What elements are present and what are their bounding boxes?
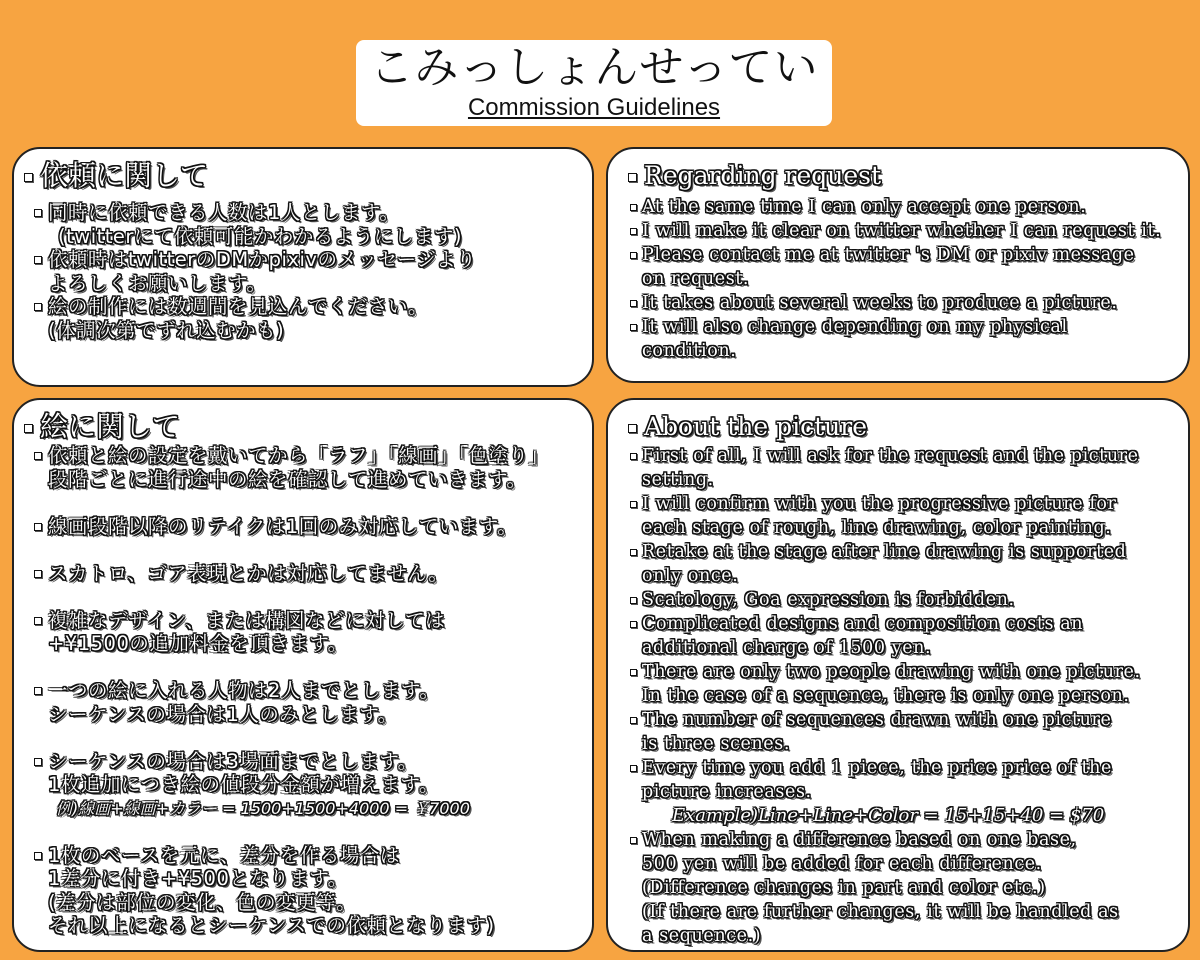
picture-list-en — [630, 444, 1180, 948]
picture-heading-jp: 絵に関して — [24, 410, 180, 444]
list-line: スカトロ、ゴア表現とかは対応してません。 — [48, 561, 449, 585]
list-item — [32, 609, 584, 656]
list-item — [630, 540, 1180, 588]
list-line: Please contact me at twitter 's DM or pixiv message — [642, 245, 1135, 265]
list-line: それ以上になるとシーケンスでの依頼となります) — [48, 914, 495, 937]
list-line: When making a difference based on one base, — [642, 830, 1077, 850]
list-line: 同時に依頼できる人数は1人とします。 — [48, 201, 400, 224]
list-line: on request. — [642, 269, 750, 289]
list-item — [630, 291, 1180, 315]
request-heading-jp: 依頼に関して — [24, 159, 208, 193]
list-line: It will also change depending on my physical — [642, 317, 1068, 337]
list-item — [32, 515, 584, 539]
list-line: 1枚のベースを元に、差分を作る場合は — [48, 843, 400, 867]
list-line: シーケンスの場合は1人のみとします。 — [48, 702, 398, 726]
request-list-jp — [32, 201, 584, 342]
list-line: Retake at the stage after line drawing is supported — [642, 542, 1127, 562]
list-item — [32, 844, 584, 938]
list-line: (twitterにて依頼可能かわかるようにします) — [58, 224, 463, 248]
list-line: Every time you add 1 piece, the price price of the — [642, 758, 1112, 778]
list-line: 複雑なデザイン、または構図などに対しては — [48, 608, 446, 632]
picture-panel-en — [606, 398, 1190, 952]
list-line: There are only two people drawing with one picture. — [642, 662, 1141, 682]
list-line: picture increases. — [642, 782, 812, 802]
list-line: In the case of a sequence, there is only one person. — [642, 686, 1130, 706]
list-line: 線画段階以降のリテイクは1回のみ対応しています。 — [48, 514, 518, 538]
list-item — [630, 660, 1180, 708]
list-line: each stage of rough, line drawing, color painting. — [642, 518, 1112, 538]
list-item — [630, 612, 1180, 660]
list-line: 依頼時はtwitterのDMかpixivのメッセージより — [48, 248, 477, 271]
list-line-example: 例)線画+線画+カラー = 1500+1500+4000 = ￥7000 — [56, 798, 470, 818]
list-line: 絵の制作には数週間を見込んでください。 — [48, 295, 429, 318]
list-line: additional charge of 1500 yen. — [642, 638, 932, 658]
list-line-example: Example)Line+Line+Color = 15+15+40 = $70 — [672, 805, 1105, 826]
list-item — [630, 756, 1180, 828]
list-item — [32, 679, 584, 726]
list-line: I will confirm with you the progressive picture for — [642, 494, 1117, 514]
list-line: (体調次第でずれ込むかも) — [48, 318, 285, 342]
list-item — [630, 315, 1180, 363]
list-line: First of all, I will ask for the request and the picture — [642, 446, 1139, 466]
request-heading-en: Regarding request — [628, 159, 881, 193]
page-title-jp: こみっしょんせってい — [369, 42, 819, 93]
list-line: The number of sequences drawn with one picture — [642, 710, 1112, 730]
list-line: 一つの絵に入れる人物は2人までとします。 — [48, 679, 440, 702]
list-line: It takes about several weeks to produce a picture. — [642, 293, 1118, 313]
title-box — [356, 40, 832, 126]
list-item — [630, 828, 1180, 948]
list-line: a sequence.) — [642, 926, 762, 946]
list-item — [32, 562, 584, 586]
list-line: setting. — [642, 470, 714, 490]
list-line: At the same time I can only accept one person. — [642, 197, 1087, 217]
list-line: (If there are further changes, it will be handled as — [642, 902, 1119, 922]
list-item — [630, 444, 1180, 492]
list-line: Scatology, Goa expression is forbidden. — [642, 590, 1015, 610]
list-item — [32, 750, 584, 821]
page-title-en: Commission Guidelines — [467, 94, 721, 121]
list-line: (Difference changes in part and color etc.) — [642, 878, 1046, 898]
list-item — [630, 708, 1180, 756]
list-item — [32, 201, 584, 248]
list-item — [630, 492, 1180, 540]
picture-heading-en: About the picture — [628, 410, 867, 444]
list-line: よろしくお願いします。 — [48, 271, 267, 295]
list-item — [630, 243, 1180, 291]
list-line: 1差分に付き+¥500となります。 — [48, 867, 348, 890]
request-panel-jp — [12, 147, 594, 387]
list-line: +¥1500の追加料金を頂きます。 — [48, 632, 348, 655]
request-list-en — [630, 195, 1180, 363]
list-item — [32, 295, 584, 342]
list-item — [32, 444, 584, 491]
list-line: 段階ごとに進行途中の絵を確認して進めていきます。 — [48, 467, 527, 491]
list-item — [630, 588, 1180, 612]
request-panel-en — [606, 147, 1190, 383]
list-item — [630, 219, 1180, 243]
list-line: condition. — [642, 341, 737, 361]
list-line: (差分は部位の変化、色の変更等。 — [48, 890, 357, 914]
list-line: 1枚追加につき絵の値段分金額が増えます。 — [48, 773, 439, 796]
picture-panel-jp — [12, 398, 594, 952]
list-line: is three scenes. — [642, 734, 790, 754]
list-item — [32, 248, 584, 295]
list-line: I will make it clear on twitter whether I can request it. — [642, 221, 1162, 241]
list-line: Complicated designs and composition costs an — [642, 614, 1084, 634]
list-line: シーケンスの場合は3場面までとします。 — [48, 749, 418, 773]
list-line: 依頼と絵の設定を戴いてから「ラフ」「線画」「色塗り」 — [48, 444, 549, 467]
list-line: only once. — [642, 566, 739, 586]
list-line: 500 yen will be added for each difference. — [642, 854, 1042, 874]
picture-list-jp — [32, 444, 584, 938]
list-item — [630, 195, 1180, 219]
